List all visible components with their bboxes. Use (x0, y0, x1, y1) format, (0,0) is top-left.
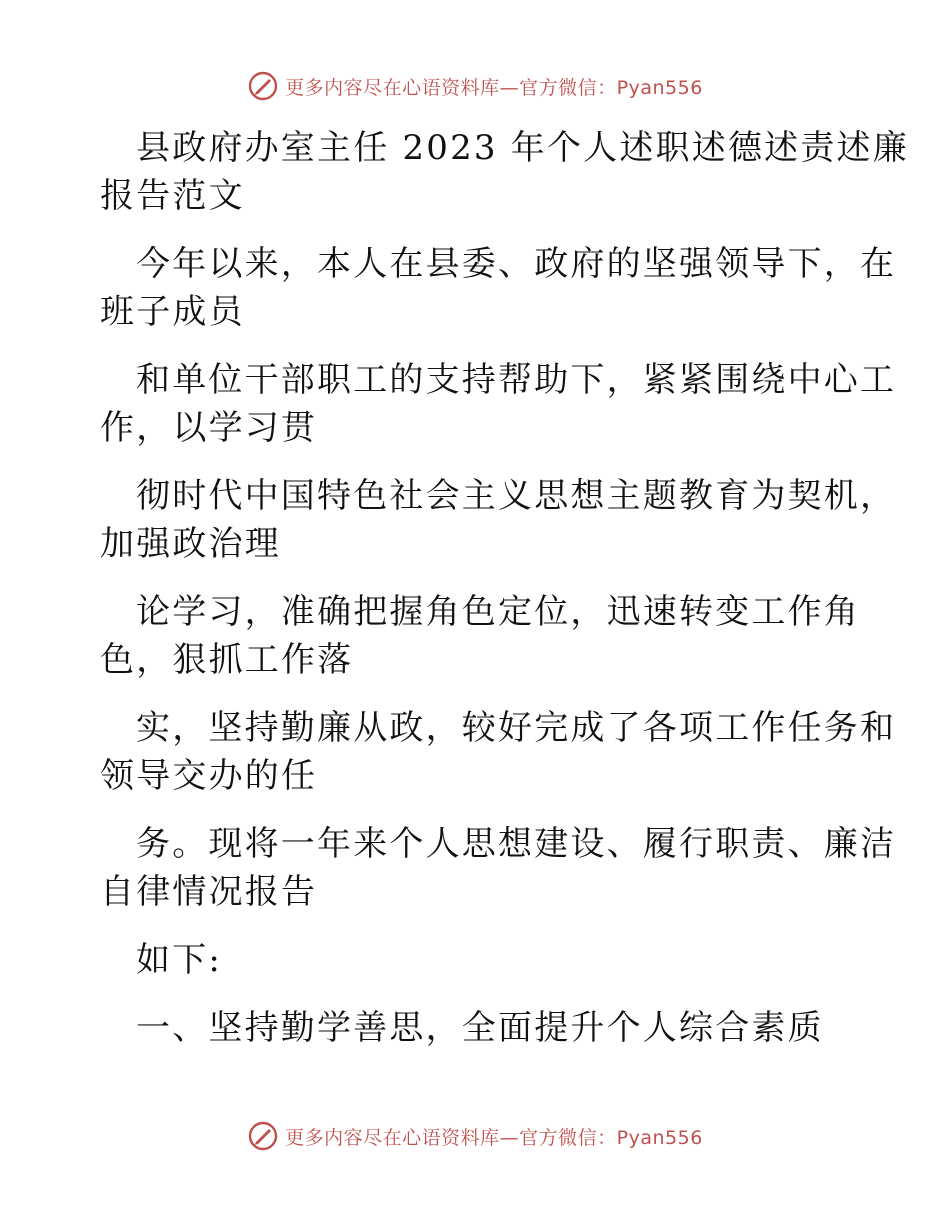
paragraph-line: 务。现将一年来个人思想建设、履行职责、廉洁 (136, 824, 897, 864)
footer-watermark (0, 1120, 950, 1152)
document-title-line-2: 报告范文 (100, 176, 245, 216)
paragraph-line: 彻时代中国特色社会主义思想主题教育为契机， (136, 476, 897, 516)
quill-pen-logo-icon (247, 1120, 279, 1152)
document-title-line-1: 县政府办室主任 2023 年个人述职述德述责述廉 (136, 128, 909, 168)
watermark-text: 更多内容尽在心语资料库—官方微信：Pyan556 (285, 76, 703, 99)
paragraph-line: 和单位干部职工的支持帮助下，紧紧围绕中心工 (136, 360, 897, 400)
paragraph-line: 领导交办的任 (100, 756, 318, 796)
paragraph-line: 论学习，准确把握角色定位，迅速转变工作角 (136, 592, 860, 632)
paragraph-line: 作，以学习贯 (100, 408, 318, 448)
paragraph-line: 实，坚持勤廉从政，较好完成了各项工作任务和 (136, 708, 897, 748)
paragraph-line: 色，狠抓工作落 (100, 640, 354, 680)
paragraph-line: 如下: (136, 940, 223, 980)
section-heading: 一、坚持勤学善思，全面提升个人综合素质 (136, 1008, 824, 1048)
header-watermark (0, 70, 950, 102)
paragraph-line: 今年以来，本人在县委、政府的坚强领导下，在 (136, 244, 897, 284)
quill-pen-logo-icon (247, 70, 279, 102)
paragraph-line: 加强政治理 (100, 524, 281, 564)
watermark-text: 更多内容尽在心语资料库—官方微信：Pyan556 (285, 1126, 703, 1149)
document-body (100, 124, 909, 1052)
paragraph-line: 自律情况报告 (100, 872, 318, 912)
paragraph-line: 班子成员 (100, 292, 245, 332)
